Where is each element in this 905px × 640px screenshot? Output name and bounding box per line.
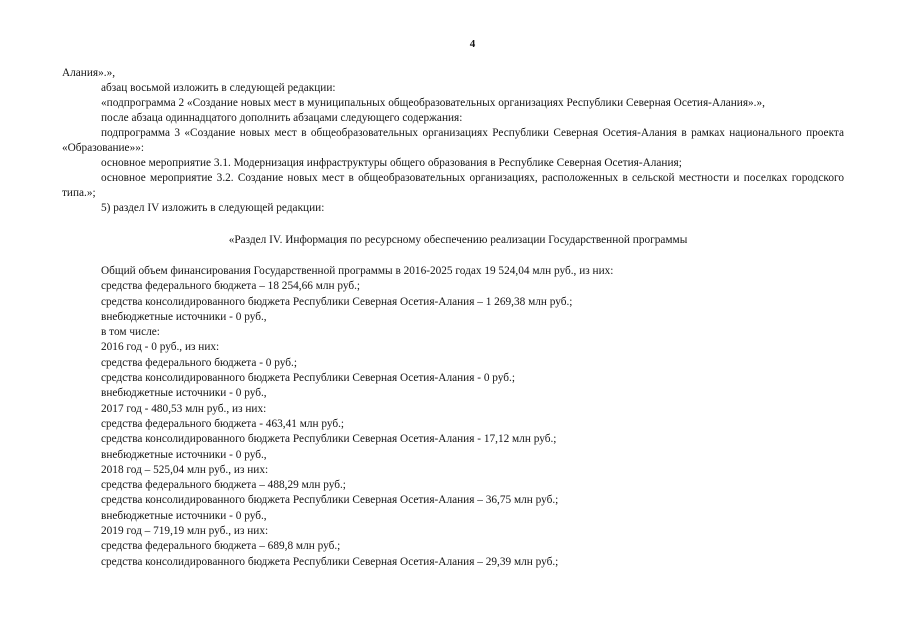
finance-line: внебюджетные источники - 0 руб., [101, 448, 267, 461]
section-heading: «Раздел IV. Информация по ресурсному обеспечению реализации Государственной программы [228, 234, 688, 246]
finance-line: средства консолидированного бюджета Республики Северная Осетия-Алания - 17,12 млн руб.; [101, 433, 557, 446]
finance-line: 2018 год – 525,04 млн руб., из них: [101, 463, 269, 476]
paragraph: подпрограмма 3 «Создание новых мест в общеобразовательных организациях Республики Северная Осетия-Алания в рамках национального проекта «Образование»»: [62, 127, 844, 154]
finance-line: в том числе: [101, 326, 160, 339]
finance-line: внебюджетные источники - 0 руб., [101, 509, 267, 522]
page-number: 4 [469, 38, 476, 50]
finance-line: средства консолидированного бюджета Республики Северная Осетия-Алания – 29,39 млн руб.; [101, 555, 559, 568]
paragraph: Алания».», [62, 67, 116, 79]
finance-line: 2017 год - 480,53 млн руб., из них: [101, 402, 267, 415]
finance-line: средства консолидированного бюджета Республики Северная Осетия-Алания - 0 руб.; [101, 372, 516, 385]
finance-line: внебюджетные источники - 0 руб., [101, 387, 267, 400]
document-body [62, 66, 844, 570]
finance-line: средства федерального бюджета - 463,41 млн руб.; [101, 417, 345, 430]
finance-line: средства федерального бюджета - 0 руб.; [101, 356, 297, 369]
finance-line: средства консолидированного бюджета Республики Северная Осетия-Алания – 1 269,38 млн руб.; [101, 295, 573, 308]
finance-line: 2019 год – 719,19 млн руб., из них: [101, 525, 269, 538]
finance-list [62, 264, 844, 570]
paragraph: «подпрограмма 2 «Создание новых мест в муниципальных общеобразовательных организациях Республики Северная Осетия-Алания».», [101, 97, 765, 109]
finance-line: 2016 год - 0 руб., из них: [101, 341, 220, 354]
paragraph: основное мероприятие 3.2. Создание новых мест в общеобразовательных организациях, расположенных в сельской местности и поселках городского типа.»; [62, 172, 844, 199]
paragraph: после абзаца одиннадцатого дополнить абзацами следующего содержания: [101, 112, 463, 124]
paragraph: основное мероприятие 3.1. Модернизация инфраструктуры общего образования в Республике Северная Осетия-Алания; [101, 157, 682, 169]
finance-line: Общий объем финансирования Государственной программы в 2016-2025 годах 19 524,04 млн руб., из них: [101, 265, 614, 277]
finance-line: средства федерального бюджета – 689,8 млн руб.; [101, 540, 341, 553]
paragraph: абзац восьмой изложить в следующей редакции: [101, 82, 336, 94]
finance-line: средства консолидированного бюджета Республики Северная Осетия-Алания – 36,75 млн руб.; [101, 494, 559, 507]
finance-line: средства федерального бюджета – 18 254,66 млн руб.; [101, 280, 361, 293]
finance-line: средства федерального бюджета – 488,29 млн руб.; [101, 479, 346, 492]
paragraph: 5) раздел IV изложить в следующей редакции: [101, 202, 325, 214]
finance-line: внебюджетные источники - 0 руб., [101, 310, 267, 323]
